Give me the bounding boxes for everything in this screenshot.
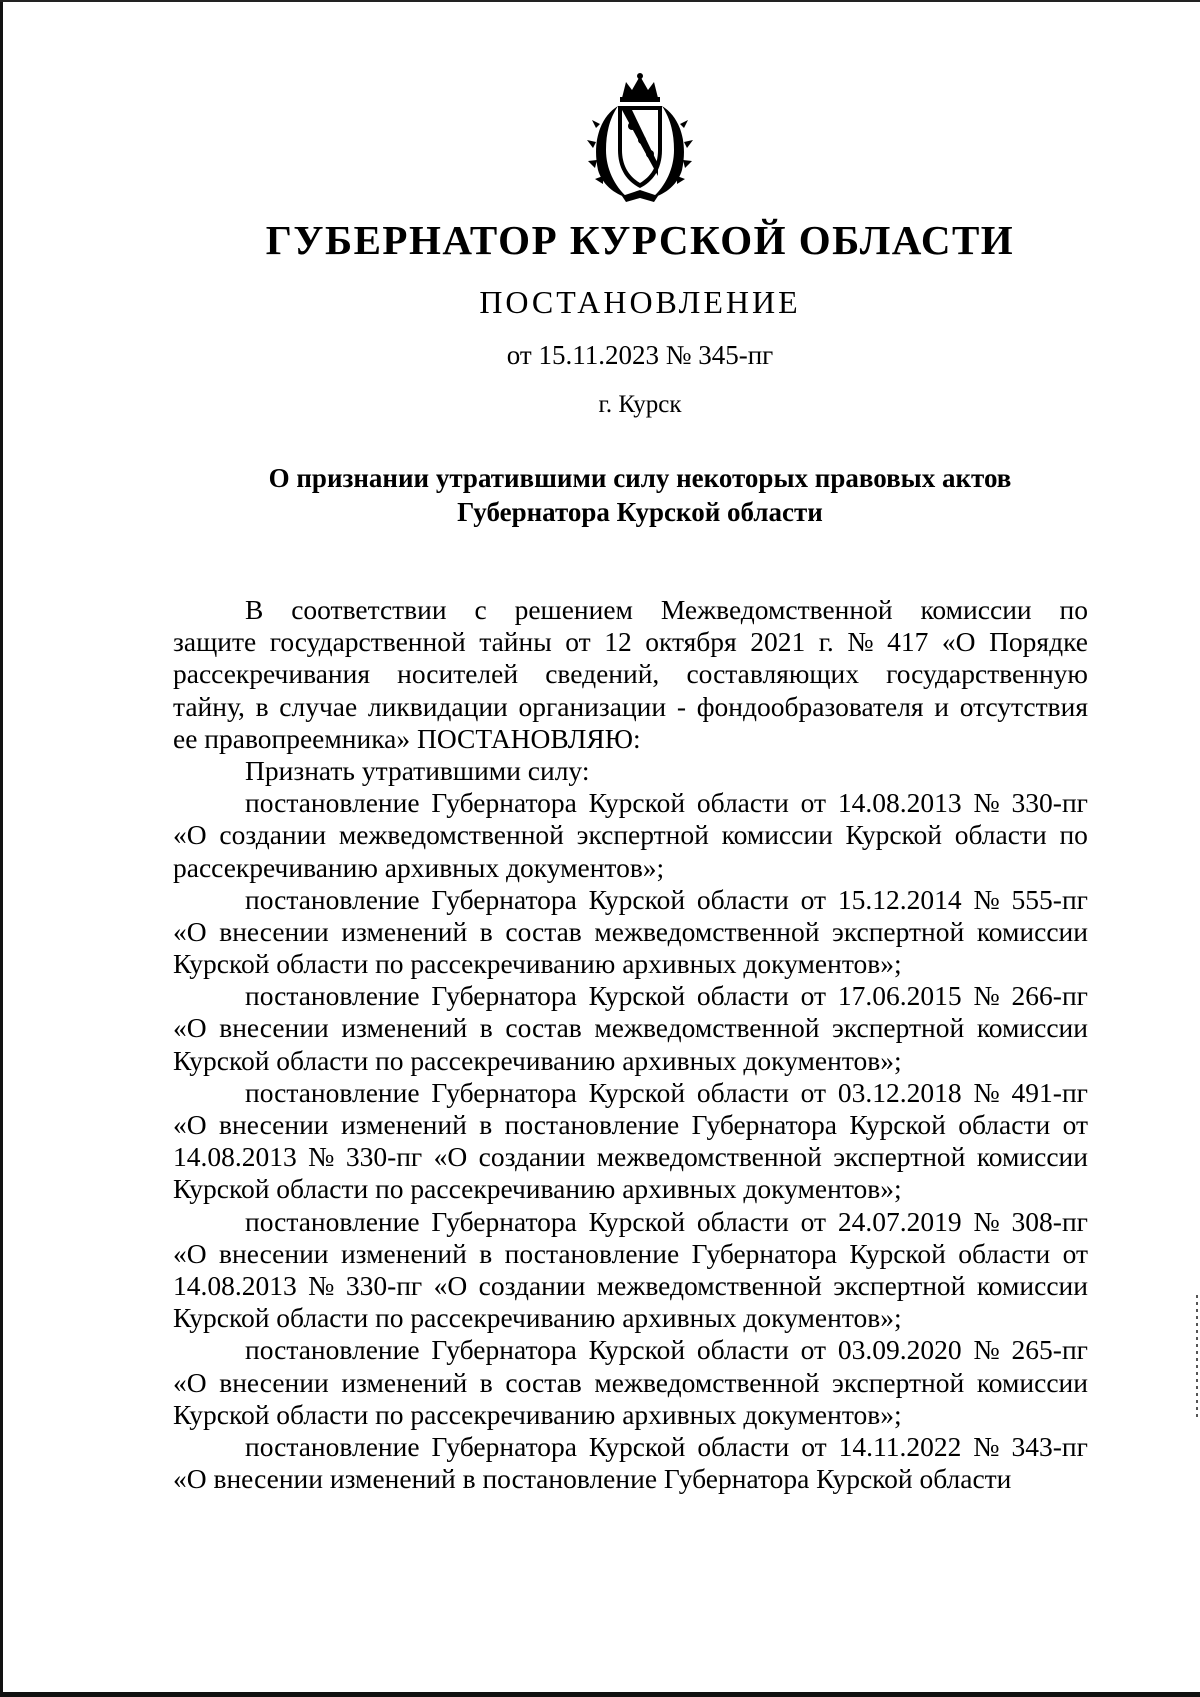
body-line <box>173 916 1088 948</box>
document-body <box>173 594 1088 1495</box>
body-word: фондообразователя <box>696 690 924 722</box>
body-word: «О <box>173 1109 207 1140</box>
body-word: области <box>696 787 789 819</box>
body-word: состав <box>505 915 582 947</box>
body-word: внесении <box>219 1237 329 1269</box>
body-word: Курской <box>588 883 686 915</box>
body-word: Порядке <box>989 626 1088 658</box>
body-word: Курской <box>845 819 942 851</box>
body-word: экспертной <box>832 915 965 947</box>
body-word: 14.08.2013 <box>173 1141 297 1173</box>
body-word: организации <box>518 690 667 722</box>
body-line <box>173 691 1088 723</box>
document-heading <box>0 461 1200 529</box>
body-word: области <box>958 1237 1051 1269</box>
body-word: межведомственной <box>338 819 564 851</box>
body-word: государственную <box>886 658 1088 690</box>
body-word: Губернатора <box>431 1430 577 1462</box>
body-word: октября <box>645 626 737 658</box>
body-word: создании <box>219 819 327 851</box>
body-word: № <box>973 980 1000 1012</box>
body-word: «О <box>433 1269 468 1301</box>
body-word: сведений, <box>545 658 660 690</box>
body-word: в <box>479 1012 493 1044</box>
body-word: Курской <box>588 787 686 819</box>
body-word: изменений <box>341 1012 468 1044</box>
body-word: 555-пг <box>1011 883 1088 915</box>
body-word: комиссии <box>976 1366 1088 1398</box>
body-word: Губернатора <box>431 980 577 1012</box>
body-word: № <box>847 626 874 658</box>
body-word: области <box>696 1076 789 1108</box>
body-word: экспертной <box>832 1012 965 1044</box>
body-line: Курской области по рассекречиванию архивных документов»; <box>173 1044 902 1076</box>
body-word: Губернатора <box>431 1334 577 1366</box>
body-line <box>173 626 1088 658</box>
body-word: 14.08.2013 <box>837 787 962 819</box>
body-word: в <box>479 1366 493 1398</box>
body-word: Курской <box>588 1076 686 1108</box>
body-word: № <box>973 1334 1000 1366</box>
body-word: комиссии <box>976 1269 1088 1301</box>
heading-line-1: О признании утратившими силу некоторых правовых актов <box>268 463 1012 493</box>
body-word: межведомственной <box>596 1269 822 1301</box>
body-word: 343-пг <box>1011 1430 1088 1462</box>
body-word: 17.06.2015 <box>837 980 962 1012</box>
body-word: № <box>308 1141 335 1173</box>
body-word: межведомственной <box>594 915 820 947</box>
body-word: с <box>474 594 487 625</box>
body-word: ликвидации <box>367 690 508 722</box>
body-word: создании <box>478 1141 586 1173</box>
body-word: отсутствия <box>959 690 1088 722</box>
body-word: постановление <box>245 980 420 1012</box>
body-word: в <box>479 915 493 947</box>
body-word: межведомственной <box>594 1366 820 1398</box>
body-word: 417 <box>887 626 929 658</box>
body-word: № <box>973 1430 1000 1462</box>
body-word: носителей <box>397 658 519 690</box>
body-line <box>173 980 1088 1012</box>
body-word: комиссии <box>721 819 833 851</box>
body-line <box>173 819 1088 851</box>
body-line <box>173 1270 1088 1302</box>
body-word: области <box>697 1430 790 1462</box>
body-word: Губернатора <box>691 1237 838 1269</box>
body-word: постановление <box>245 787 420 819</box>
body-word: постановление <box>245 1205 420 1237</box>
body-line <box>173 1141 1088 1173</box>
body-word: экспертной <box>576 819 709 851</box>
body-word: от <box>800 1205 827 1237</box>
body-word: Курской <box>588 980 686 1012</box>
body-line <box>173 1238 1088 1270</box>
heading-line-2: Губернатора Курской области <box>457 497 823 527</box>
body-word: постановление <box>245 1430 420 1462</box>
body-word: 14.08.2013 <box>173 1269 297 1301</box>
body-word: внесении <box>219 1012 329 1044</box>
body-word: от <box>801 1430 827 1462</box>
body-word: 265-пг <box>1011 1334 1088 1366</box>
body-word: «О <box>173 1012 207 1044</box>
body-word: 15.12.2014 <box>837 883 962 915</box>
body-word: от <box>1062 1237 1088 1269</box>
body-word: «О <box>173 1237 207 1269</box>
body-word: № <box>308 1269 335 1301</box>
body-word: постановление <box>245 1334 420 1366</box>
body-word: 266-пг <box>1011 980 1088 1012</box>
document-city: г. Курск <box>598 391 682 418</box>
body-word: 2021 <box>750 626 806 658</box>
body-word: 12 <box>604 626 632 658</box>
body-word: государственной <box>269 626 466 658</box>
body-word: межведомственной <box>594 1012 820 1044</box>
body-word: № <box>973 883 1000 915</box>
body-line <box>173 884 1088 916</box>
body-word: тайны <box>479 626 552 658</box>
body-word: внесении <box>219 1109 329 1140</box>
body-word: 308-пг <box>1011 1205 1088 1237</box>
scan-edge-top <box>0 0 1200 2</box>
body-word: от <box>800 883 827 915</box>
body-word: «О <box>173 915 207 947</box>
body-word: в <box>479 1109 493 1140</box>
body-line <box>173 1077 1088 1109</box>
body-line: Курской области по рассекречиванию архивных документов»; <box>173 948 902 980</box>
body-line <box>173 1109 1088 1141</box>
body-word: постановление <box>245 883 420 915</box>
body-word: 330-пг <box>345 1141 423 1173</box>
body-word: № <box>973 1076 1000 1108</box>
body-word: состав <box>505 1012 582 1044</box>
scan-edge-bottom <box>0 1692 1200 1697</box>
body-word: создании <box>478 1269 586 1301</box>
body-word: 03.12.2018 <box>837 1076 962 1108</box>
body-word: от <box>1062 1109 1088 1140</box>
body-word: комиссии <box>976 1012 1088 1044</box>
body-word: «О <box>433 1141 468 1173</box>
body-word: области <box>696 883 789 915</box>
body-word: решением <box>514 594 633 625</box>
body-word: постановление <box>245 1076 420 1108</box>
body-line: «О внесении изменений в постановление Губернатора Курской области <box>173 1463 1012 1495</box>
body-word: экспертной <box>833 1141 966 1173</box>
body-word: 14.11.2022 <box>838 1430 962 1462</box>
body-word: комиссии <box>976 1141 1088 1173</box>
body-word: состав <box>505 1366 582 1398</box>
body-line <box>173 1431 1088 1463</box>
body-word: - <box>676 690 686 722</box>
body-word: «О <box>173 819 207 851</box>
document-date-number: от 15.11.2023 № 345-пг <box>506 340 774 370</box>
body-word: составляющих <box>686 658 860 690</box>
body-word: защите <box>173 626 257 658</box>
kursk-coat-of-arms-emblem <box>570 72 710 204</box>
body-word: экспертной <box>832 1366 965 1398</box>
body-line: Курской области по рассекречиванию архивных документов»; <box>173 1302 902 1334</box>
body-word: 491-пг <box>1011 1076 1088 1108</box>
body-word: от <box>800 787 827 819</box>
body-word: Курской <box>588 1334 686 1366</box>
body-word: от <box>800 1076 827 1108</box>
body-word: области <box>696 1334 789 1366</box>
body-word: области <box>696 980 789 1012</box>
document-type: ПОСТАНОВЛЕНИЕ <box>479 284 801 320</box>
body-word: экспертной <box>833 1269 966 1301</box>
body-word: области <box>954 819 1047 851</box>
body-word: № <box>973 787 1000 819</box>
body-word: 24.07.2019 <box>837 1205 962 1237</box>
body-word: Губернатора <box>431 1076 577 1108</box>
body-word: Губернатора <box>691 1109 838 1140</box>
body-word: внесении <box>219 915 329 947</box>
body-word: 330-пг <box>1011 787 1088 819</box>
body-line <box>173 1206 1088 1238</box>
issuer-title: ГУБЕРНАТОР КУРСКОЙ ОБЛАСТИ <box>265 217 1015 263</box>
body-word: изменений <box>340 1237 467 1269</box>
body-word: внесении <box>219 1366 329 1398</box>
body-word: Курской <box>588 1430 686 1462</box>
body-word: 330-пг <box>345 1269 423 1301</box>
body-word: «О <box>173 1366 207 1398</box>
body-word: В <box>245 594 264 625</box>
body-word: межведомственной <box>596 1141 822 1173</box>
body-word: Межведомственной <box>660 594 893 625</box>
body-word: в <box>255 690 269 722</box>
body-word: от <box>800 980 827 1012</box>
body-word: комиссии <box>976 915 1088 947</box>
body-line: рассекречиванию архивных документов»; <box>173 851 665 883</box>
body-line: Признать утратившими силу: <box>245 754 590 786</box>
scan-edge-marks <box>1196 1295 1198 1420</box>
body-word: Губернатора <box>431 883 577 915</box>
body-word: в <box>479 1237 493 1269</box>
body-word: Губернатора <box>431 787 577 819</box>
body-word: изменений <box>341 915 468 947</box>
body-word: соответствии <box>291 594 447 625</box>
body-word: рассекречивания <box>173 658 370 690</box>
body-word: г. <box>818 626 834 658</box>
body-word: области <box>696 1205 789 1237</box>
body-line <box>173 594 1088 626</box>
body-line <box>173 1012 1088 1044</box>
body-word: от <box>800 1334 827 1366</box>
body-line: ее правопреемника» ПОСТАНОВЛЯЮ: <box>173 722 641 754</box>
body-word: постановление <box>504 1237 680 1269</box>
body-word: области <box>958 1109 1051 1140</box>
body-word: № <box>973 1205 1000 1237</box>
body-line <box>173 1367 1088 1399</box>
body-word: комиссии <box>920 594 1032 625</box>
body-word: по <box>1059 594 1088 625</box>
body-word: Губернатора <box>431 1205 577 1237</box>
body-word: Курской <box>849 1109 946 1140</box>
body-word: постановление <box>504 1109 680 1140</box>
body-word: и <box>934 690 949 722</box>
body-line <box>173 658 1088 690</box>
body-word: 03.09.2020 <box>837 1334 962 1366</box>
body-line: Курской области по рассекречиванию архивных документов»; <box>173 1398 902 1430</box>
body-line <box>173 787 1088 819</box>
body-line <box>173 1334 1088 1366</box>
body-word: Курской <box>849 1237 946 1269</box>
body-word: изменений <box>340 1109 467 1140</box>
body-word: от <box>565 626 591 658</box>
body-word: тайну, <box>173 690 245 722</box>
body-word: случае <box>279 690 358 722</box>
body-word: изменений <box>341 1366 468 1398</box>
body-word: Курской <box>588 1205 686 1237</box>
body-word: по <box>1059 819 1088 851</box>
body-word: «О <box>941 626 976 658</box>
body-line: Курской области по рассекречиванию архивных документов»; <box>173 1173 902 1205</box>
